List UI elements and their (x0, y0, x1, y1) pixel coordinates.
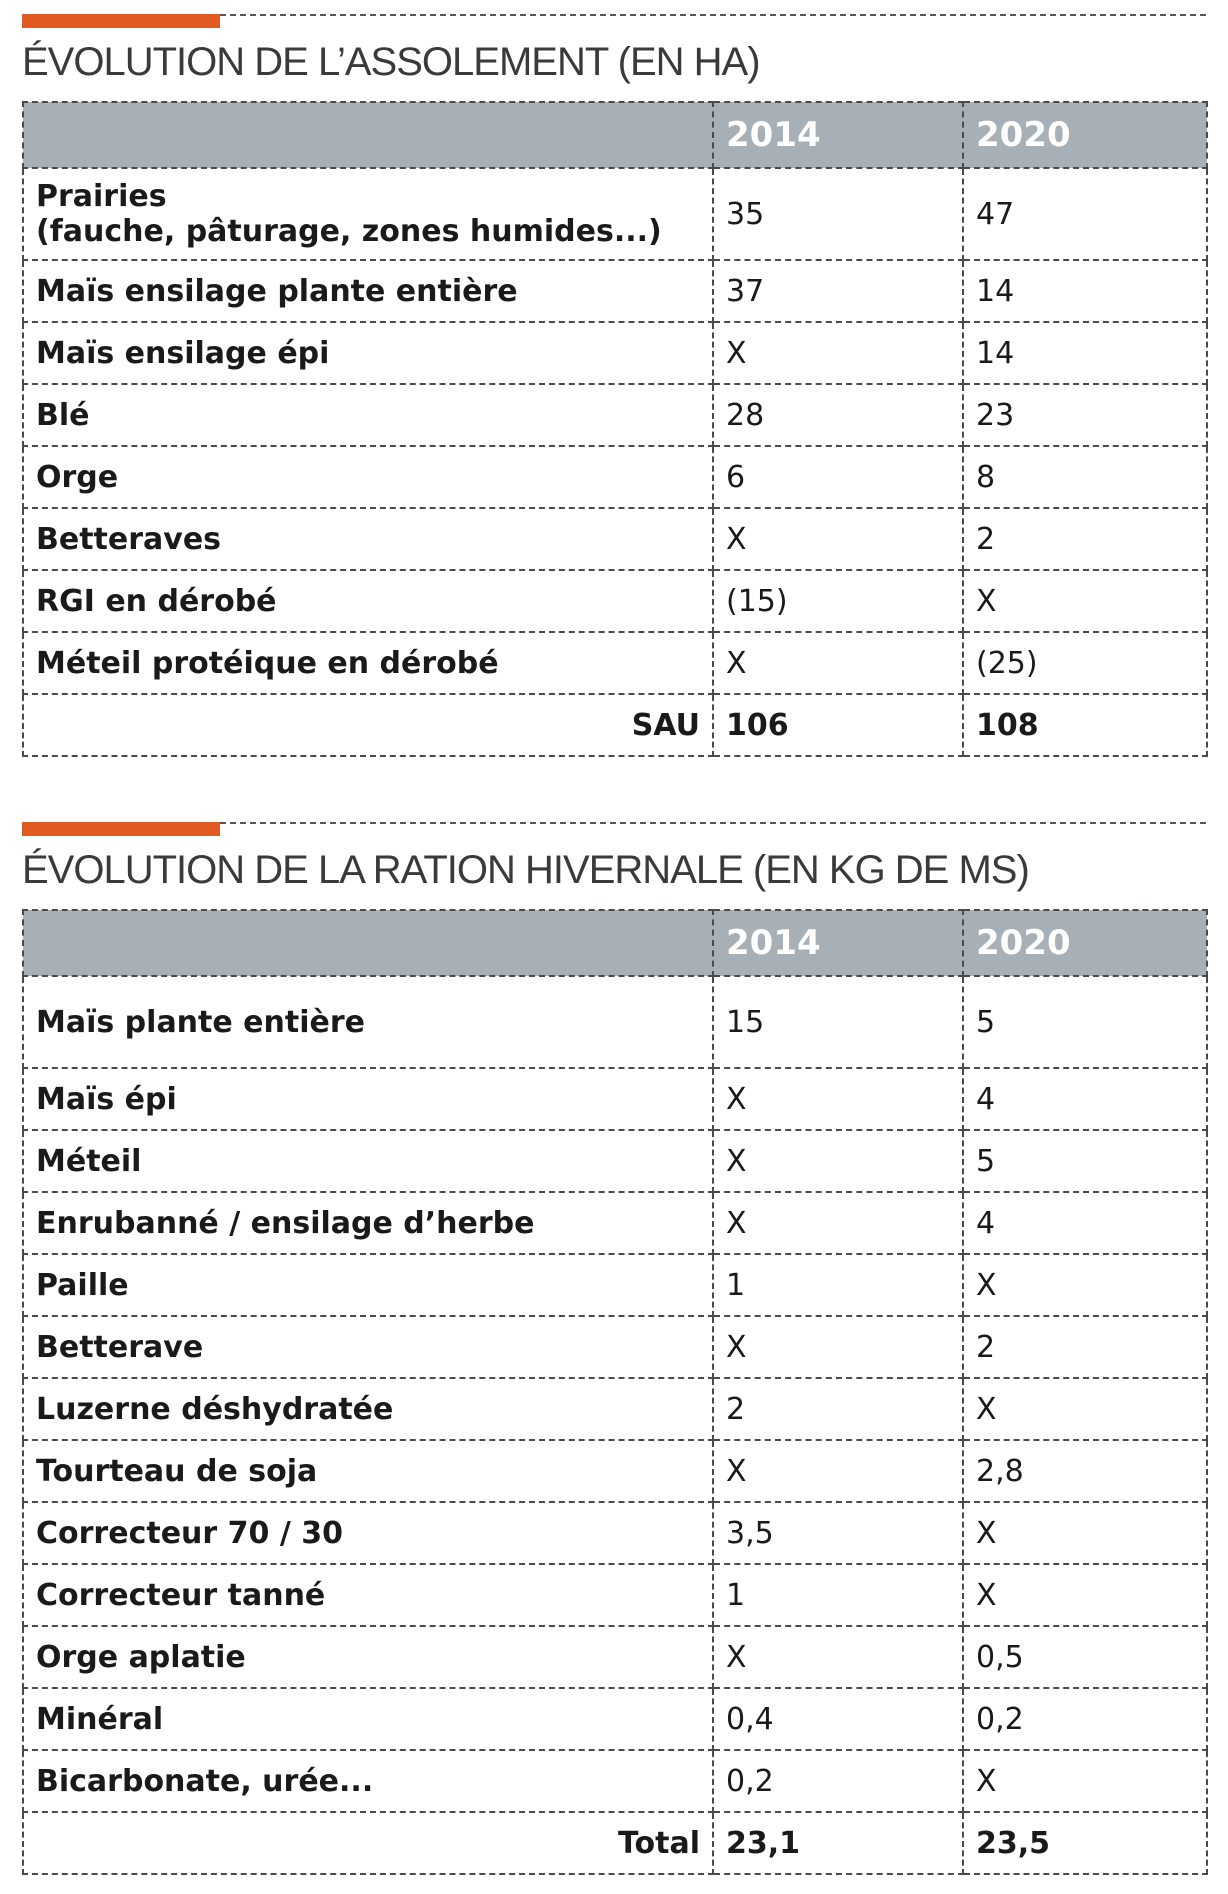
dashed-rule (220, 14, 1206, 16)
value-2014: 28 (713, 384, 963, 446)
section-title: ÉVOLUTION DE LA RATION HIVERNALE (EN KG DE MS) (22, 848, 1029, 892)
total-row (23, 694, 1207, 756)
value-2014: 0,2 (713, 1750, 963, 1812)
value-2020: 2 (963, 1316, 1207, 1378)
value-2014: 1 (713, 1254, 963, 1316)
row-label: Tourteau de soja (23, 1440, 713, 1502)
total-label: SAU (23, 694, 713, 756)
header-year-2014: 2014 (713, 910, 963, 976)
row-label: Betteraves (23, 508, 713, 570)
row-label: Bicarbonate, urée... (23, 1750, 713, 1812)
value-2014: 37 (713, 260, 963, 322)
value-2020: X (963, 1378, 1207, 1440)
header-row (23, 910, 1207, 976)
table-row (23, 1254, 1207, 1316)
value-2014: 2 (713, 1378, 963, 1440)
value-2020: 14 (963, 260, 1207, 322)
total-2014: 23,1 (713, 1812, 963, 1874)
value-2014: 15 (713, 976, 963, 1068)
value-2020: 8 (963, 446, 1207, 508)
value-2014: X (713, 1316, 963, 1378)
value-2014: 3,5 (713, 1502, 963, 1564)
section-title: ÉVOLUTION DE L’ASSOLEMENT (EN HA) (22, 40, 760, 84)
table-row (23, 1316, 1207, 1378)
row-label: Maïs ensilage plante entière (23, 260, 713, 322)
value-2020: 4 (963, 1192, 1207, 1254)
header-label (23, 910, 713, 976)
header-row (23, 102, 1207, 168)
value-2020: 5 (963, 1130, 1207, 1192)
row-label: Minéral (23, 1688, 713, 1750)
value-2020: 14 (963, 322, 1207, 384)
table-row (23, 1502, 1207, 1564)
value-2014: X (713, 632, 963, 694)
row-label: Maïs ensilage épi (23, 322, 713, 384)
dashed-rule (220, 822, 1206, 824)
value-2020: X (963, 1254, 1207, 1316)
table-row (23, 446, 1207, 508)
table-row (23, 1564, 1207, 1626)
table-row (23, 976, 1207, 1068)
row-label: Méteil protéique en dérobé (23, 632, 713, 694)
value-2014: X (713, 1192, 963, 1254)
row-label: Orge aplatie (23, 1626, 713, 1688)
header-year-2020: 2020 (963, 910, 1207, 976)
row-label: Correcteur tanné (23, 1564, 713, 1626)
row-label: Blé (23, 384, 713, 446)
table-row (23, 632, 1207, 694)
table-row (23, 168, 1207, 260)
value-2014: 0,4 (713, 1688, 963, 1750)
table-row (23, 1068, 1207, 1130)
value-2014: X (713, 1130, 963, 1192)
row-label: Betterave (23, 1316, 713, 1378)
ration-table (22, 909, 1208, 1875)
value-2020: X (963, 1564, 1207, 1626)
value-2014: X (713, 322, 963, 384)
header-year-2020: 2020 (963, 102, 1207, 168)
row-label: Enrubanné / ensilage d’herbe (23, 1192, 713, 1254)
table-row (23, 1192, 1207, 1254)
table-row (23, 384, 1207, 446)
table-row (23, 1130, 1207, 1192)
assolement-table (22, 101, 1208, 757)
value-2020: 4 (963, 1068, 1207, 1130)
accent-bar (22, 822, 220, 836)
table-row (23, 570, 1207, 632)
value-2020: 2,8 (963, 1440, 1207, 1502)
value-2020: 0,2 (963, 1688, 1207, 1750)
total-row (23, 1812, 1207, 1874)
table-row (23, 1626, 1207, 1688)
table-row (23, 1750, 1207, 1812)
value-2020: X (963, 1750, 1207, 1812)
value-2020: X (963, 1502, 1207, 1564)
table-row (23, 1440, 1207, 1502)
value-2020: 23 (963, 384, 1207, 446)
value-2020: 47 (963, 168, 1207, 260)
value-2020: (25) (963, 632, 1207, 694)
value-2014: X (713, 508, 963, 570)
total-label: Total (23, 1812, 713, 1874)
value-2014: 35 (713, 168, 963, 260)
table-row (23, 322, 1207, 384)
row-label: Orge (23, 446, 713, 508)
total-2020: 23,5 (963, 1812, 1207, 1874)
row-label: Méteil (23, 1130, 713, 1192)
value-2014: 1 (713, 1564, 963, 1626)
value-2014: X (713, 1626, 963, 1688)
row-label: Correcteur 70 / 30 (23, 1502, 713, 1564)
header-year-2014: 2014 (713, 102, 963, 168)
accent-bar (22, 14, 220, 28)
row-label: RGI en dérobé (23, 570, 713, 632)
value-2014: 6 (713, 446, 963, 508)
header-label (23, 102, 713, 168)
row-label: Maïs plante entière (23, 976, 713, 1068)
value-2014: X (713, 1440, 963, 1502)
row-label: Maïs épi (23, 1068, 713, 1130)
value-2014: X (713, 1068, 963, 1130)
table-row (23, 508, 1207, 570)
value-2020: 0,5 (963, 1626, 1207, 1688)
table-row (23, 260, 1207, 322)
table-row (23, 1378, 1207, 1440)
total-2014: 106 (713, 694, 963, 756)
table-row (23, 1688, 1207, 1750)
row-label: Luzerne déshydratée (23, 1378, 713, 1440)
row-label: Paille (23, 1254, 713, 1316)
value-2020: 2 (963, 508, 1207, 570)
value-2020: X (963, 570, 1207, 632)
value-2014: (15) (713, 570, 963, 632)
total-2020: 108 (963, 694, 1207, 756)
row-label: Prairies (fauche, pâturage, zones humides...) (23, 168, 713, 260)
value-2020: 5 (963, 976, 1207, 1068)
